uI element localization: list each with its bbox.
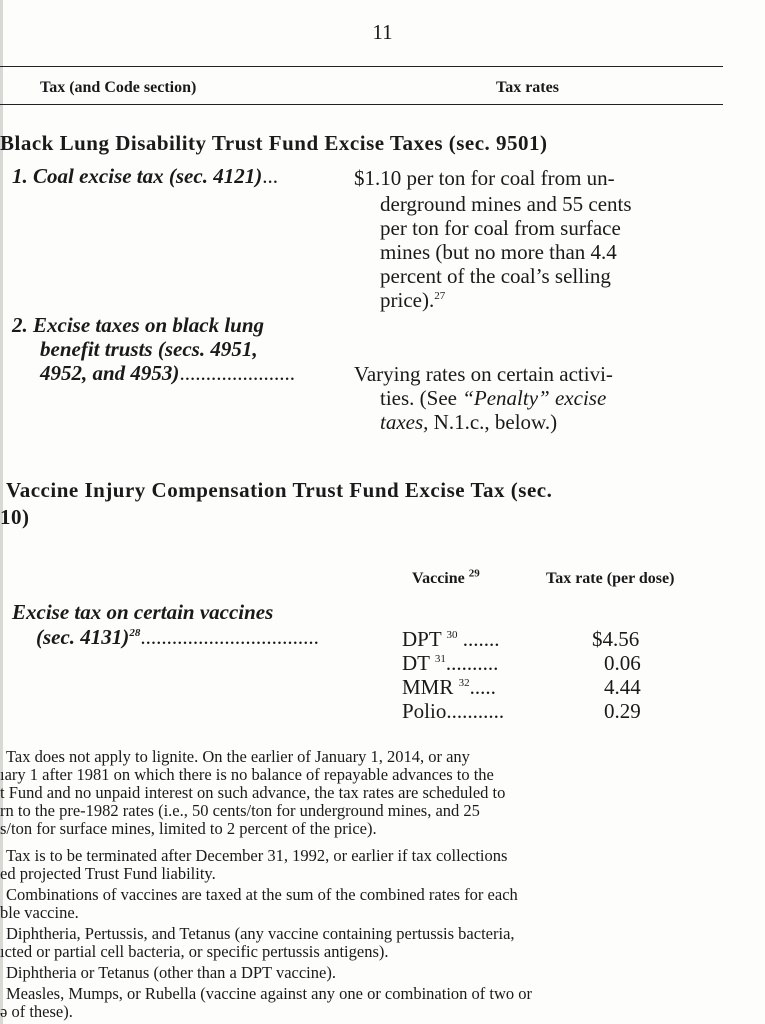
leader-dots: .......... [445, 651, 499, 675]
header-text: Vaccine [412, 570, 465, 587]
rate-line: mines (but no more than 4.4 [380, 240, 617, 264]
rate-text-italic: taxes, [380, 410, 429, 434]
leader-dots: .................................. [140, 625, 319, 649]
footnote-line: ble vaccine. [0, 903, 79, 922]
section-title-black-lung: Black Lung Disability Trust Fund Excise Taxes (sec. 9501) [0, 131, 548, 155]
rate-line: Varying rates on certain activi- [354, 362, 613, 386]
footnote-line: ed projected Trust Fund liability. [0, 864, 216, 883]
vaccine-rate-polio: 0.29 [604, 699, 641, 723]
item-label: 4952, and 4953) [40, 361, 180, 385]
item-black-lung-trusts-line3 [40, 361, 295, 386]
vaccine-row-dt [402, 651, 498, 676]
rate-text: price). [380, 288, 435, 312]
header-bottom-rule [0, 104, 723, 105]
vaccine-rate-mmr: 4.44 [604, 675, 641, 699]
footnote-line: Diphtheria, Pertussis, and Tetanus (any vaccine containing pertussis bacteria, [6, 924, 515, 943]
footnote-ref: 28 [129, 627, 141, 639]
vaccine-row-dpt [402, 627, 500, 652]
footnote-line: rn to the pre-1982 rates (i.e., 50 cents/ton for underground mines, and 25 [0, 801, 480, 820]
rate-line [380, 386, 606, 410]
rate-text: ties. (See [380, 386, 457, 410]
column-header-tax: Tax (and Code section) [40, 79, 197, 96]
footnote-line: ıary 1 after 1981 on which there is no balance of repayable advances to the [0, 765, 494, 784]
vaccine-row-polio [402, 699, 504, 724]
footnote-line: Combinations of vaccines are taxed at the sum of the combined rates for each [6, 885, 518, 904]
leader-dots: ... [262, 164, 278, 188]
item-vaccine-tax-line2 [36, 625, 319, 650]
rate-line: percent of the coal’s selling [380, 264, 611, 288]
rate-line: $1.10 per ton for coal from un- [354, 166, 615, 190]
rate-line [380, 410, 557, 434]
section-title-vaccine: Vaccine Injury Compensation Trust Fund Excise Tax (sec. [6, 478, 553, 502]
column-header-vaccine [412, 567, 480, 588]
leader-dots: ........... [446, 699, 505, 723]
footnote-ref: 27 [434, 290, 446, 302]
footnote-line: Diphtheria or Tetanus (other than a DPT vaccine). [6, 963, 336, 982]
column-header-tax-rate: Tax rate (per dose) [546, 570, 675, 587]
column-header-rates: Tax rates [496, 79, 559, 96]
footnote-ref: 32 [458, 677, 470, 689]
section-title-vaccine-cont: 10) [0, 505, 30, 529]
rate-text: N.1.c., below.) [433, 410, 558, 434]
vaccine-rate-dt: 0.06 [604, 651, 641, 675]
vaccine-name: Polio [402, 699, 447, 723]
item-black-lung-trusts-line2: benefit trusts (secs. 4951, [40, 337, 258, 361]
vaccine-rate-dpt: $4.56 [592, 627, 640, 651]
item-vaccine-tax-line1: Excise tax on certain vaccines [12, 600, 274, 624]
rate-line [380, 288, 445, 312]
footnote-line: s/ton for surface mines, limited to 2 percent of the price). [0, 819, 377, 838]
item-label: (sec. 4131) [36, 625, 130, 649]
vaccine-name: DPT [402, 627, 442, 651]
footnote-line: ıcted or partial cell bacteria, or specific pertussis antigens). [0, 942, 389, 961]
rate-line: per ton for coal from surface [380, 216, 621, 240]
item-label: 1. Coal excise tax (sec. 4121) [12, 164, 263, 188]
footnote-ref: 31 [434, 653, 446, 665]
footnote-ref: 29 [468, 567, 480, 580]
leader-dots: ....... [462, 627, 500, 651]
vaccine-name: DT [402, 651, 430, 675]
vaccine-row-mmr [402, 675, 496, 700]
leader-dots: ...................... [179, 361, 295, 385]
header-top-rule [0, 66, 723, 67]
footnote-line: t Fund and no unpaid interest on such advance, the tax rates are scheduled to [0, 783, 506, 802]
page-number: 11 [372, 20, 393, 44]
footnote-line: ə of these). [0, 1002, 73, 1021]
footnote-line: Tax is to be terminated after December 31, 1992, or earlier if tax collections [6, 846, 508, 865]
footnote-ref: 30 [446, 629, 458, 641]
footnote-line: Tax does not apply to lignite. On the earlier of January 1, 2014, or any [6, 747, 470, 766]
item-coal-excise-tax [12, 164, 278, 189]
item-black-lung-trusts-line1: 2. Excise taxes on black lung [12, 313, 265, 337]
vaccine-name: MMR [402, 675, 454, 699]
footnote-line: Measles, Mumps, or Rubella (vaccine against any one or combination of two or [6, 984, 533, 1003]
rate-text-italic: “Penalty” excise [462, 386, 607, 410]
rate-line: derground mines and 55 cents [380, 192, 632, 216]
leader-dots: ..... [469, 675, 496, 699]
